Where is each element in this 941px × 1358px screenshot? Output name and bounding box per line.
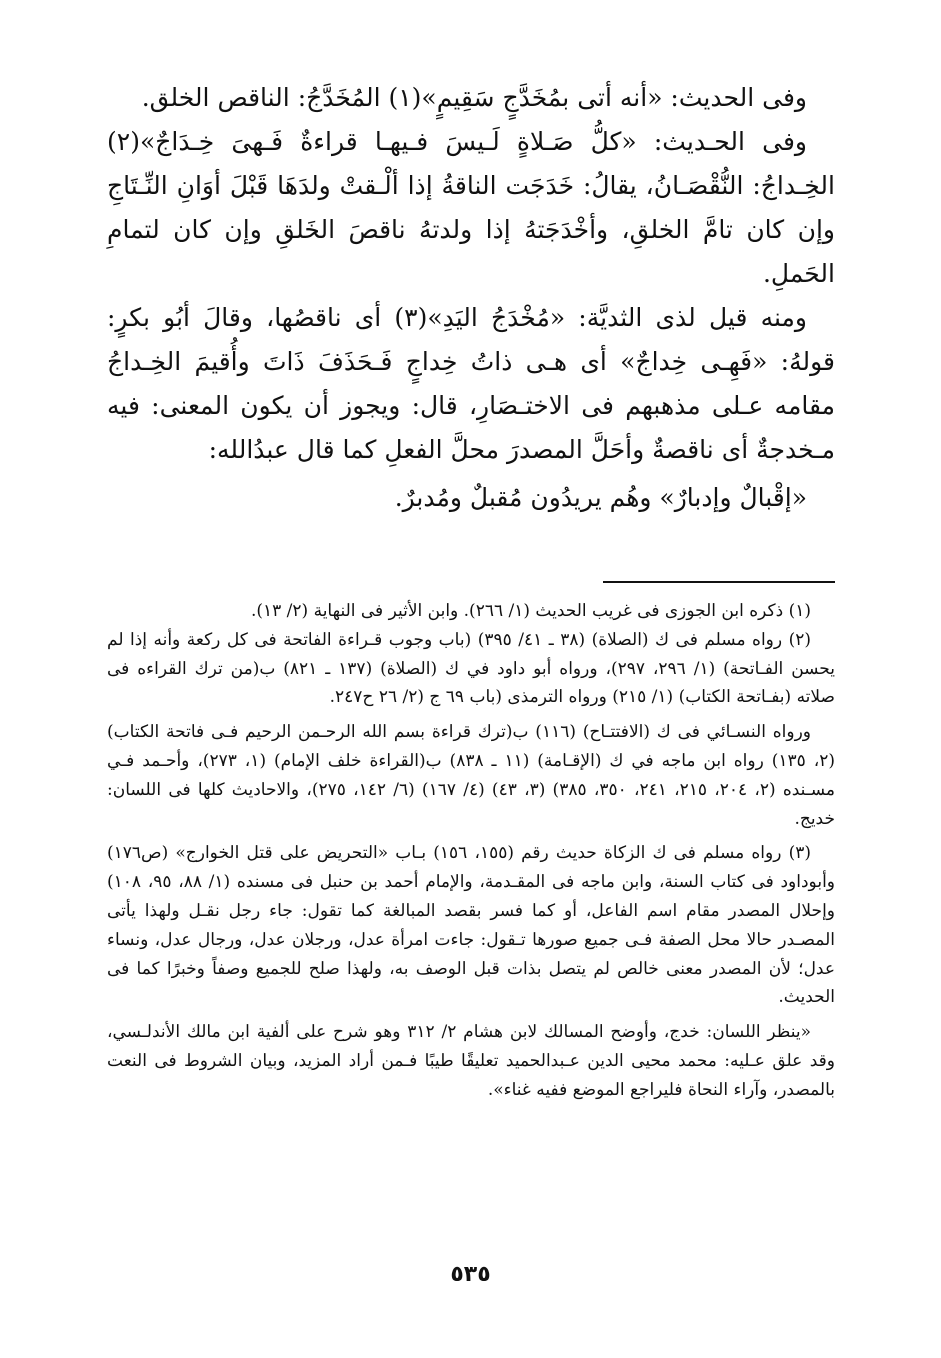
verse-quote: «إقْبالٌ وإدبارٌ» وهُم يريدُون مُقبلٌ ومُدبرٌ.	[394, 483, 807, 512]
footnote-2: (٢) رواه مسلم فى ك (الصلاة) (٣٨ ـ ٤١/ ٣٩٥) (باب وجوب قـراءة الفاتحة فى كل ركعة وأنه إذا لم يحسن الفـاتحة) (١/ ٢٩٦، ٢٩٧)، ورواه أبو داود في ك (الصلاة) (١٣٧ ـ ٨٢١) ب(من ترك القراءه فى صلاته (بفـاتحة الكتاب) (١/ ٢١٥) ورواه الترمذى (باب ٦٩ ج (٢/ ٢٦ ح٢٤٧.	[107, 629, 836, 708]
main-text	[107, 76, 835, 520]
paragraph-khidaj: وفى الحـديث: «كلُّ صَـلاةٍ لَـيسَ فـيهـا قراءةٌ فَـهىَ خِـدَاجٌ»(٢) الخِـداجُ: النُّقْصَـانُ، يقالُ: خَدَجَت الناقةُ إذا ألْـقتْ ولدَهَا قَبْلَ أوَانِ النِّـتَاجِ وإن كان تامَّ الخلقِ، وأخْدَجَتهُ إذا ولدتهُ ناقصَ الخَلقِ وإن كان لتمامِ الحَملِ.	[107, 127, 835, 288]
paragraph-mukhdaj: وفى الحديث: «أنه أتى بمُخَدَّجٍ سَقِيمٍ»(١) المُخَدَّجُ: الناقص الخلق.	[141, 83, 807, 112]
page-number: ٥٣٥	[450, 1262, 491, 1287]
footnote-1: (١) ذكره ابن الجوزى فى غريب الحديث (١/ ٢٦٦). وابن الأثير فى النهاية (٢/ ١٣).	[250, 601, 811, 621]
footnote-divider	[603, 581, 835, 583]
footnotes	[107, 597, 835, 1105]
footnote-3: (٣) رواه مسلم فى ك الزكاة حديث رقم (١٥٥، ١٥٦) بـاب «التحريض على قتل الخوارج» (ص١٧٦) وأبوداود فى كتاب السنة، وابن ماجه فى المقـدمة، والإمام أحمد بن حنبل فى مسنده (١/ ٨٨، ٩٥، ١٠٨) وإحلال المصدر مقام اسم الفاعل، أو كما فسر بقصد المبالغة كما تقول: جاء رجل نقـل ولهذا يأتى المصـدر حالا محل الصفة فـى جميع صورها تـقول: جاءت امرأة عدل، ورجلان عدل، ورجال عدل، ونساء عدل؛ لأن المصدر معنى خالص لم يتصل بذات قبل الوصف به، ولهذا صلح للجميع وصفاً وخبرًا كما فى الحديث.	[107, 843, 835, 1008]
footnote-2-continued: ورواه النسـائي فى ك (الافتتـاح) (١١٦) ب(ترك قراءة بسم الله الرحـمن الرحيم فـى فاتحة الكتاب) (٢، ١٣٥) رواه ابن ماجه في ك (الإقـامة) (١١ ـ ٨٣٨) ب(القراءة خلف الإمام) (١، ٢٧٣)، وأحـمد فـي مسـنده (٢، ٢٠٤، ٢١٥، ٢٤١، ٣٥٠، ٣٨٥) (٣، ٤٣) (٤/ ١٦٧) (٦/ ١٤٢، ٢٧٥)، والاحاديث كلها فى اللسان: خديج.	[107, 722, 836, 829]
footnote-3-reference: «ينظر اللسان: خدج، وأوضح المسالك لابن هشام ٢/ ٣١٢ وهو شرح على ألفية ابن مالك الأندلـسي، وقد علق عـليه: محمد محيى الدين عـبدالحميد تعليقًا طيبًا فـمن أراد المزيد، وبيان الشروط فى النعت بالمصدر، وآراء النحاة فليراجع الموضع ففيه غناء».	[107, 1022, 835, 1100]
paragraph-dhu-al-thudayya: ومنه قيل لذى الثديَّة: «مُخْدَجُ اليَدِ»(٣) أى ناقصُها، وقالَ أبُو بكرٍ: قولهُ: «فَهِـى خِداجٌ» أى هـى ذاتُ خِداجٍ فَـحَذَفَ ذَاتَ وأُقيمَ الخِـداجُ مقامه عـلى مذهبهم فى الاختـصَارِ، قال: ويجوز أن يكون المعنى: فيه مـخدجةٌ أى ناقصةٌ وأحَلَّ المصدرَ محلَّ الفعلِ كما قال عبدُالله:	[107, 303, 835, 464]
